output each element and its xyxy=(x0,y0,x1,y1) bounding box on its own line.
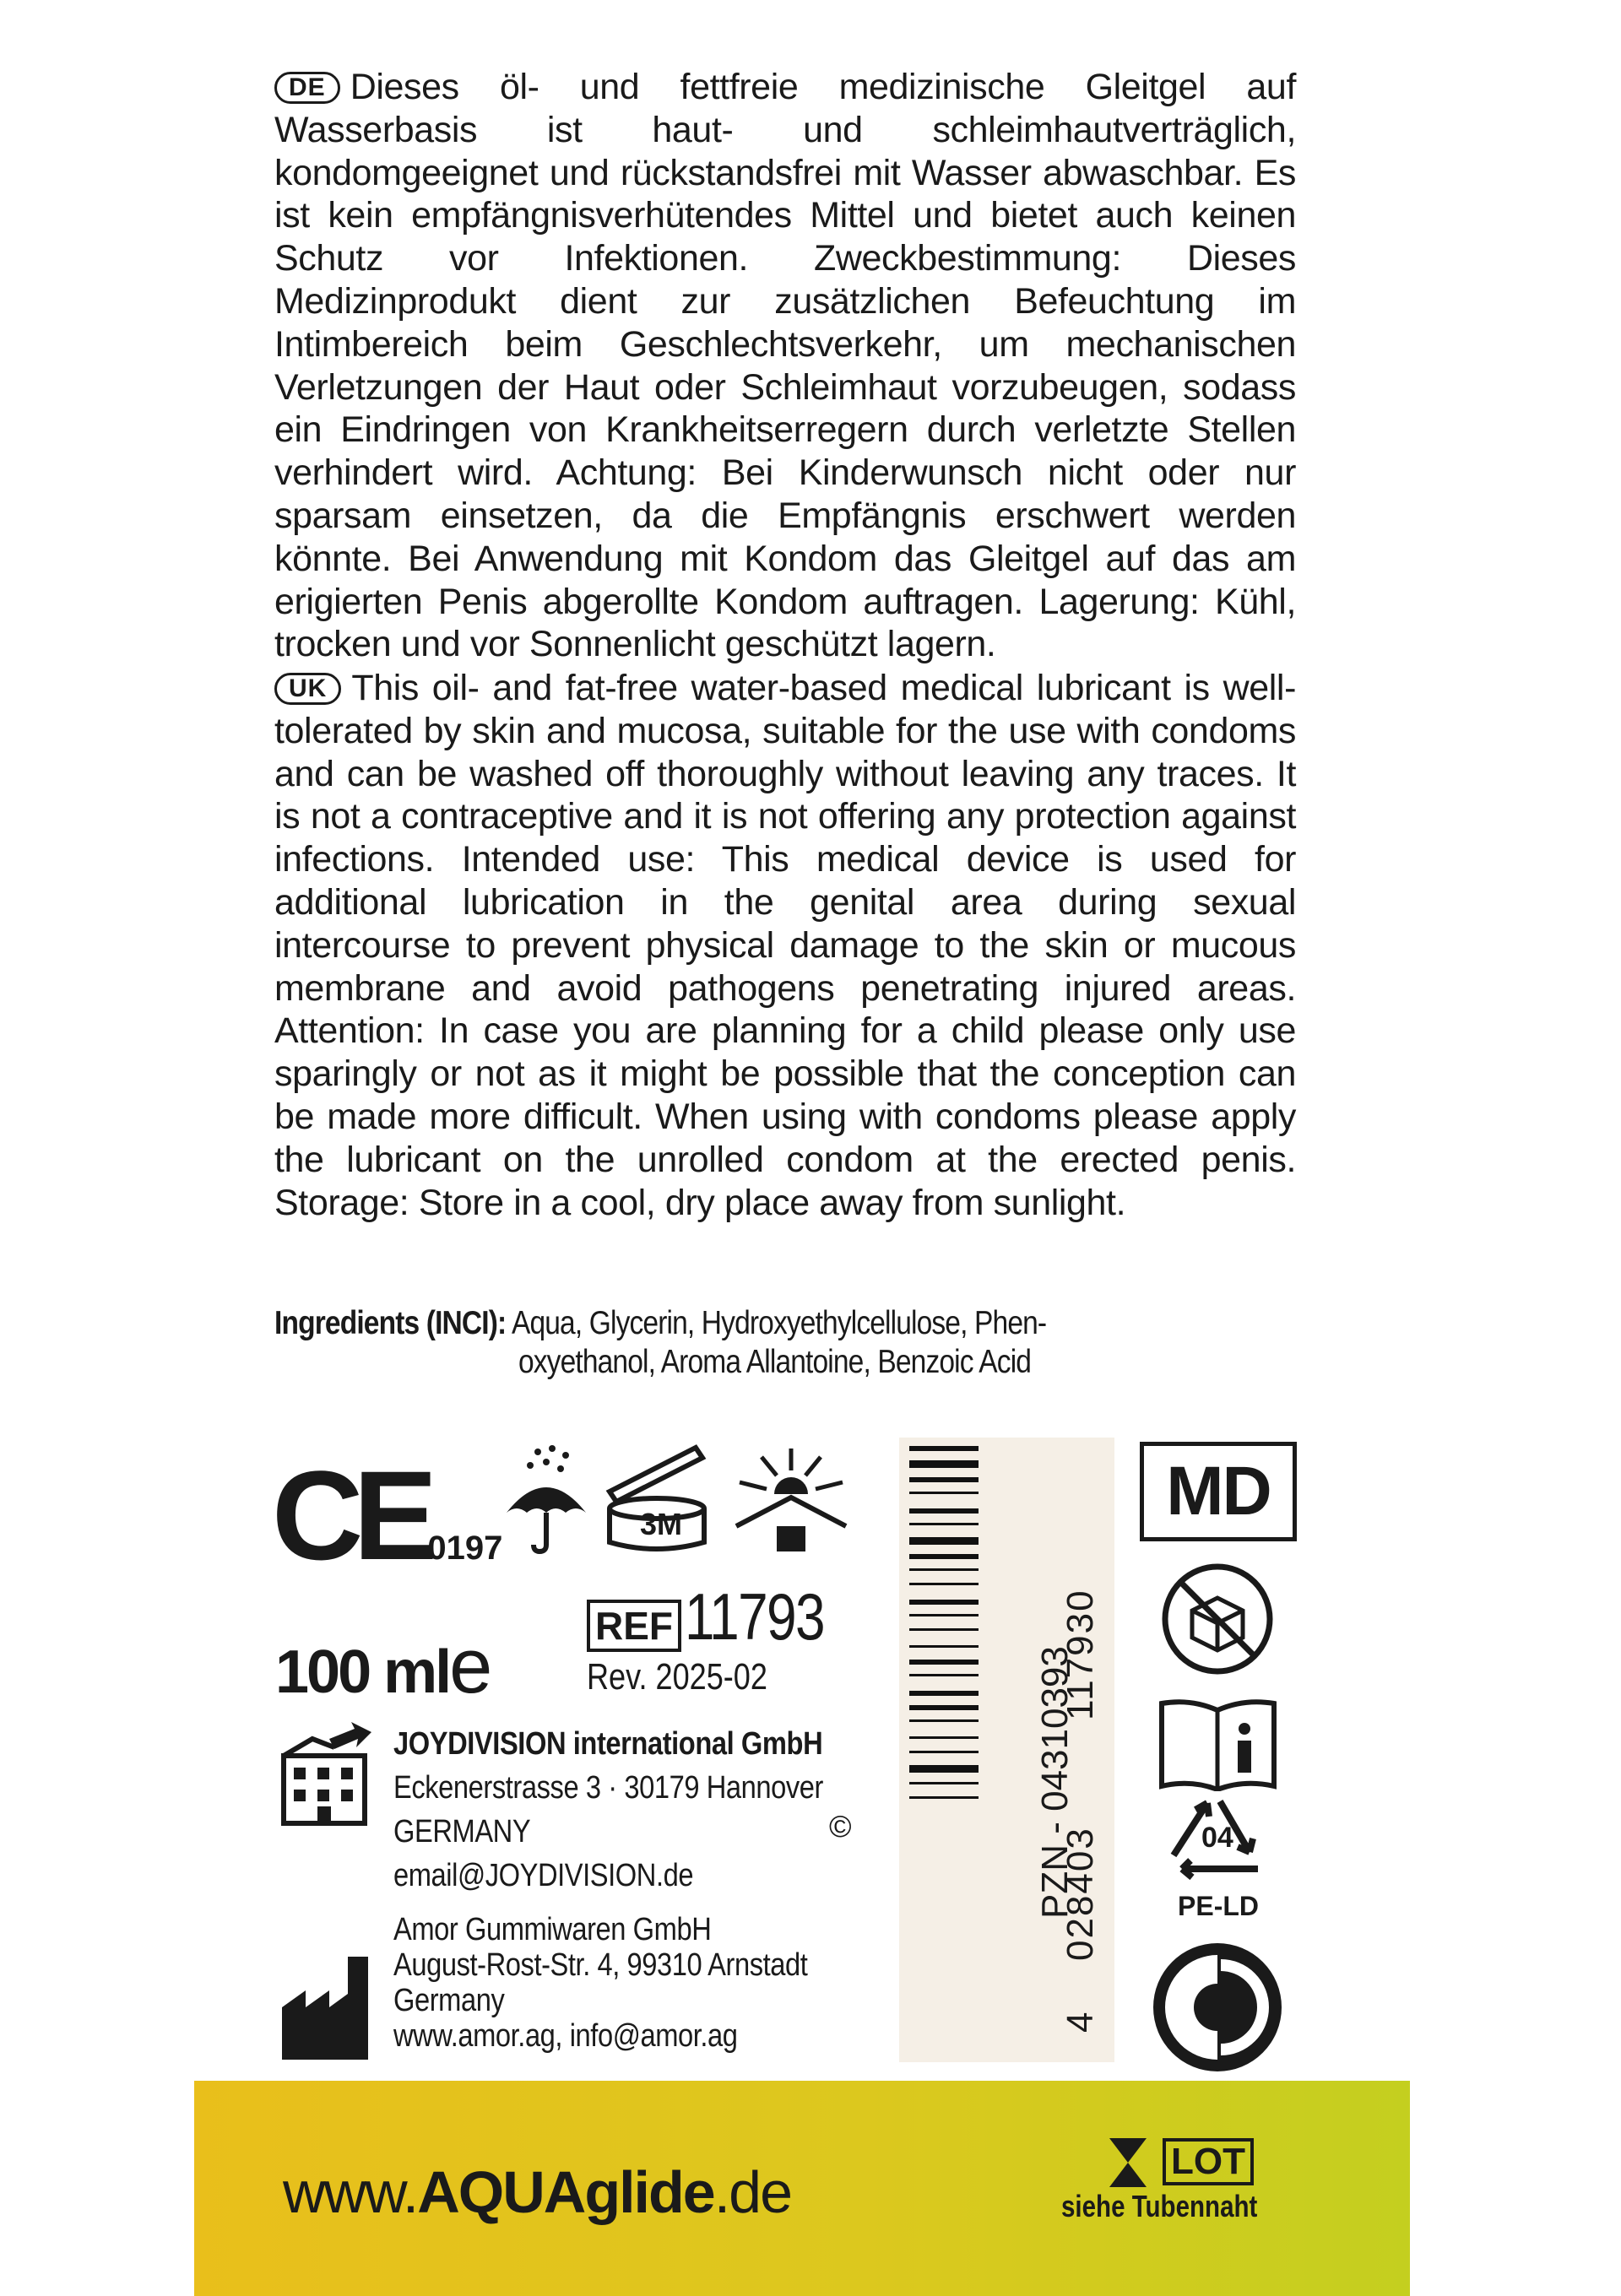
manufacturer-address xyxy=(393,1912,865,2054)
distributor-brand: JOYDIVISION xyxy=(393,1726,567,1762)
lot-label: LOT xyxy=(1163,2138,1254,2185)
barcode-bar xyxy=(909,1691,979,1696)
barcode-bar xyxy=(909,1583,979,1585)
estimated-sign: e xyxy=(449,1623,491,1709)
ingredients-block xyxy=(274,1304,1146,1382)
distributor-address xyxy=(393,1722,865,1898)
green-dot-icon xyxy=(1150,1940,1285,2075)
barcode-panel xyxy=(899,1438,1114,2062)
english-text: This oil- and fat-free water-based medical lubricant is well- tolerated by skin and mucosa, suitable for the use with condoms and can be washed off thoroughly without leaving any traces. It is not a contraceptive and it is not offering any protection against infections. Intended use: This medical device is used for additional lubrication in the genital area during sexual intercourse to prevent physical damage to the skin or mucous membrane and avoid pathogens penetrating injured areas. Attention: In case you are planning for a child please only use sparingly or not as it might be possible that the conception can be made more difficult. When using with condoms please apply the lubricant on the unrolled condom at the erected penis. Storage: Store in a cool, dry place away from sunlight. xyxy=(274,668,1296,1223)
consult-instructions-icon xyxy=(1157,1698,1279,1791)
barcode-bar xyxy=(909,1477,979,1482)
do-not-use-if-damaged-icon xyxy=(1158,1560,1277,1678)
reference xyxy=(587,1578,855,1655)
english-description xyxy=(274,667,1296,1224)
url-suffix: .de xyxy=(713,2159,792,2225)
barcode-digits-mid: 028403 xyxy=(1060,1827,1101,1961)
footer-band xyxy=(194,2081,1410,2296)
barcode-bar xyxy=(909,1554,979,1559)
barcode-bar xyxy=(909,1751,979,1753)
pao-label: 3M xyxy=(640,1507,683,1541)
url-prefix: www. xyxy=(283,2159,418,2225)
manufacturer-country: Germany xyxy=(393,1983,505,2018)
keep-away-from-sunlight-icon xyxy=(728,1445,854,1555)
barcode-bar xyxy=(909,1765,979,1773)
ingredients-label: Ingredients (INCI): xyxy=(274,1305,507,1341)
barcode-bar xyxy=(909,1600,979,1605)
url-brand: AQUAglide xyxy=(417,2159,714,2225)
barcode-bar xyxy=(909,1568,979,1571)
barcode-bar xyxy=(909,1460,979,1468)
distributor-company: international GmbH xyxy=(566,1726,823,1762)
volume-value: 100 ml xyxy=(275,1638,450,1706)
barcode-bar xyxy=(909,1508,979,1514)
manufacturer-street: August-Rost-Str. 4, 99310 Arnstadt xyxy=(393,1947,808,1983)
keep-dry-icon xyxy=(500,1445,593,1555)
website-url[interactable] xyxy=(283,2158,791,2226)
barcode-bar xyxy=(909,1492,979,1494)
ingredients-line-2: oxyethanol, Aroma Allantoine, Benzoic Acid xyxy=(518,1344,1032,1380)
manufacturer-name: Amor Gummiwaren GmbH xyxy=(393,1912,712,1947)
barcode-digits-end: 117930 xyxy=(1060,1589,1101,1720)
barcode-bar xyxy=(909,1719,979,1722)
recycling-material: PE-LD xyxy=(1178,1891,1259,1921)
volume xyxy=(275,1622,490,1711)
manufacturer-icon xyxy=(279,1957,371,2060)
ref-label: REF xyxy=(587,1600,681,1652)
ce-mark xyxy=(272,1444,503,1586)
copyright-symbol: © xyxy=(829,1809,852,1844)
lang-badge-de: DE xyxy=(274,72,340,104)
barcode-bar xyxy=(909,1782,979,1784)
barcode-bar xyxy=(909,1705,979,1710)
barcode-bar xyxy=(909,1614,979,1616)
barcode-bar xyxy=(909,1660,979,1665)
barcode-bar xyxy=(909,1674,979,1676)
barcode-bar xyxy=(909,1523,979,1525)
distributor-icon xyxy=(279,1722,376,1828)
distributor-country: GERMANY xyxy=(393,1814,531,1849)
lot-note: siehe Tubennaht xyxy=(1061,2189,1258,2223)
barcode-bar xyxy=(909,1628,979,1631)
barcode-digit-first: 4 xyxy=(1060,2010,1101,2033)
ce-mark-text: CE xyxy=(272,1444,428,1586)
lang-badge-uk: UK xyxy=(274,673,341,705)
recycling-code: 04 xyxy=(1201,1822,1233,1854)
barcode-bar xyxy=(909,1446,979,1451)
distributor-email: email@JOYDIVISION.de xyxy=(393,1858,694,1893)
ce-notified-body: 0197 xyxy=(427,1530,503,1567)
manufacturer-web: www.amor.ag, info@amor.ag xyxy=(393,2018,738,2054)
barcode-bar xyxy=(909,1645,979,1648)
barcode-bar xyxy=(909,1736,979,1739)
pzn-number: PZN - 04310393 xyxy=(1034,1646,1076,1919)
german-description xyxy=(274,66,1296,666)
ingredients-line-1: Aqua, Glycerin, Hydroxyethylcellulose, Phen- xyxy=(511,1305,1047,1341)
medical-device-symbol: MD xyxy=(1140,1442,1297,1541)
ref-number: 11793 xyxy=(685,1579,825,1654)
barcode-bar xyxy=(909,1796,979,1799)
revision: Rev. 2025-02 xyxy=(587,1656,767,1698)
barcode-bar xyxy=(909,1537,979,1545)
hourglass-icon xyxy=(1106,2135,1150,2190)
german-text: Dieses öl- und fettfreie medizinische Gleitgel auf Wasserbasis ist haut- und schleimhautverträglich, kondomgeeignet und rückstandsfrei mit Wasser abwaschbar. Es ist kein empfängnisverhütendes Mittel und bietet auch keinen Schutz vor Infektionen. Zweckbestimmung: Dieses Medizinprodukt dient zur zusätzlichen Befeuchtung im Intimbereich beim Geschlechtsverkehr, um mechanischen Verletzungen der Haut oder Schleimhaut vorzubeugen, sodass ein Eindringen von Krankheitserregern durch verletzte Stellen verhindert wird. Achtung: Bei Kinderwunsch nicht oder nur sparsam einsetzen, da die Empfängnis erschwert werden könnte. Bei Anwendung mit Kondom das Gleitgel auf das am erigierten Penis abgerollte Kondom auftragen. Lagerung: Kühl, trocken und vor Sonnenlicht geschützt lagern. xyxy=(274,67,1296,665)
distributor-street: Eckenerstrasse 3 · 30179 Hannover xyxy=(393,1770,823,1806)
